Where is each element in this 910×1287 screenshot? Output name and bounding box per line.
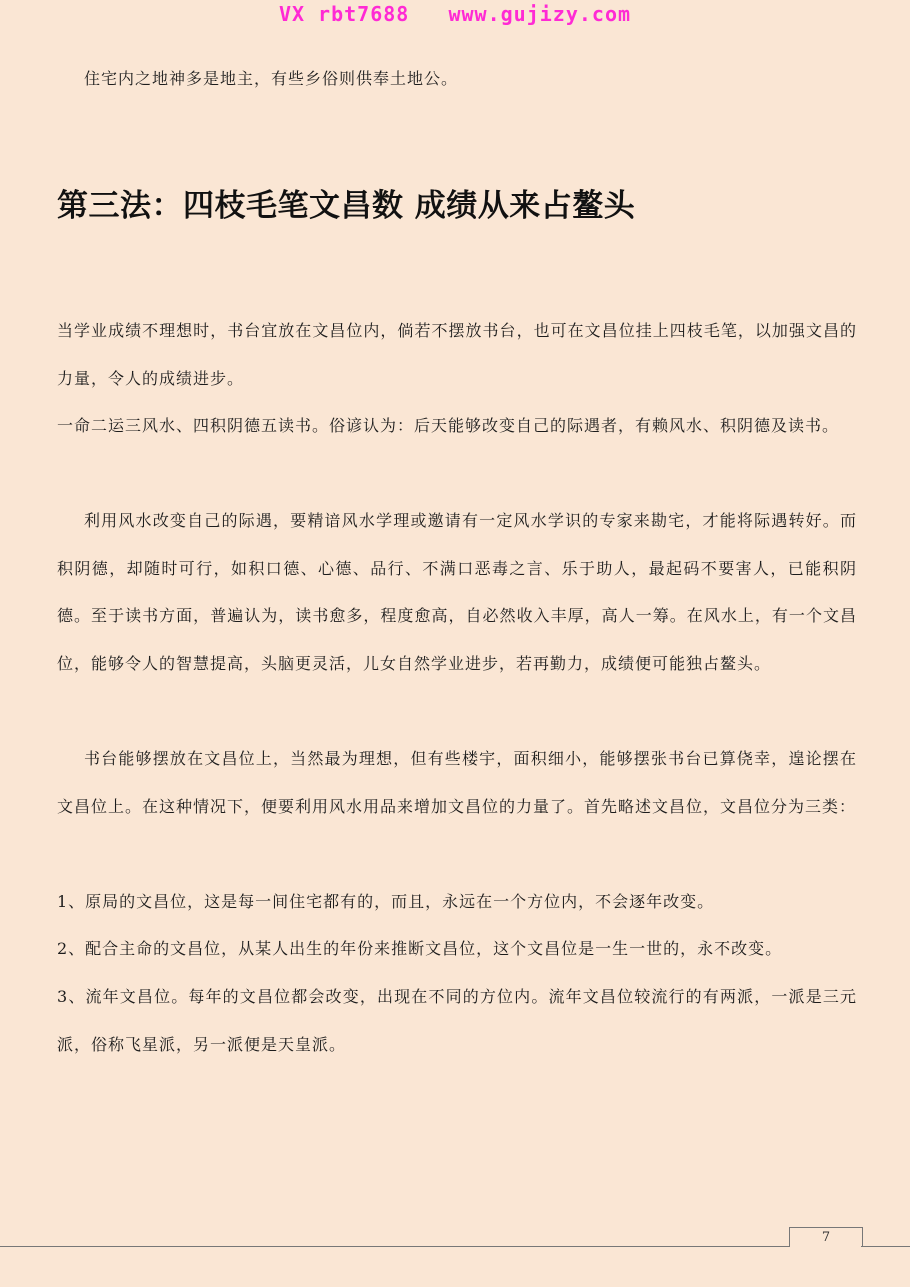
list-item-2: 2、配合主命的文昌位，从某人出生的年份来推断文昌位，这个文昌位是一生一世的，永不改变。 [57, 939, 783, 958]
paragraph-1: 当学业成绩不理想时，书台宜放在文昌位内，倘若不摆放书台，也可在文昌位挂上四枝毛笔，以加强文昌的力量，令人的成绩进步。 [57, 321, 857, 388]
watermark: VX rbt7688 www.gujizy.com [278, 2, 632, 26]
intro-paragraph: 住宅内之地神多是地主，有些乡俗则供奉土地公。 [84, 69, 459, 88]
footer-rule-right [861, 1246, 910, 1247]
page-number: 7 [789, 1227, 863, 1247]
paragraph-2: 一命二运三风水、四积阴德五读书。俗谚认为：后天能够改变自己的际遇者，有赖风水、积阴德及读书。 [57, 416, 840, 435]
paragraph-4: 书台能够摆放在文昌位上，当然最为理想，但有些楼宇，面积细小，能够摆张书台已算侥幸，遑论摆在文昌位上。在这种情况下，便要利用风水用品来增加文昌位的力量了。首先略述文昌位，文昌位分为三类： [57, 749, 857, 816]
list-item-3: 3、流年文昌位。每年的文昌位都会改变，出现在不同的方位内。流年文昌位较流行的有两派，一派是三元派，俗称飞星派，另一派便是天皇派。 [57, 987, 857, 1054]
section-heading: 第三法：四枝毛笔文昌数 成绩从来占鳌头 [57, 188, 636, 224]
paragraph-3: 利用风水改变自己的际遇，要精谙风水学理或邀请有一定风水学识的专家来勘宅，才能将际遇转好。而积阴德，却随时可行，如积口德、心德、品行、不满口恶毒之言、乐于助人，最起码不要害人，已能积阴德。至于读书方面，普遍认为，读书愈多，程度愈高，自必然收入丰厚，高人一筹。在风水上，有一个文昌位，能够令人的智慧提高，头脑更灵活，儿女自然学业进步，若再勤力，成绩便可能独占鳌头。 [57, 511, 857, 673]
footer-rule-left [0, 1246, 790, 1247]
list-item-1: 1、原局的文昌位，这是每一间住宅都有的，而且，永远在一个方位内，不会逐年改变。 [57, 892, 715, 911]
